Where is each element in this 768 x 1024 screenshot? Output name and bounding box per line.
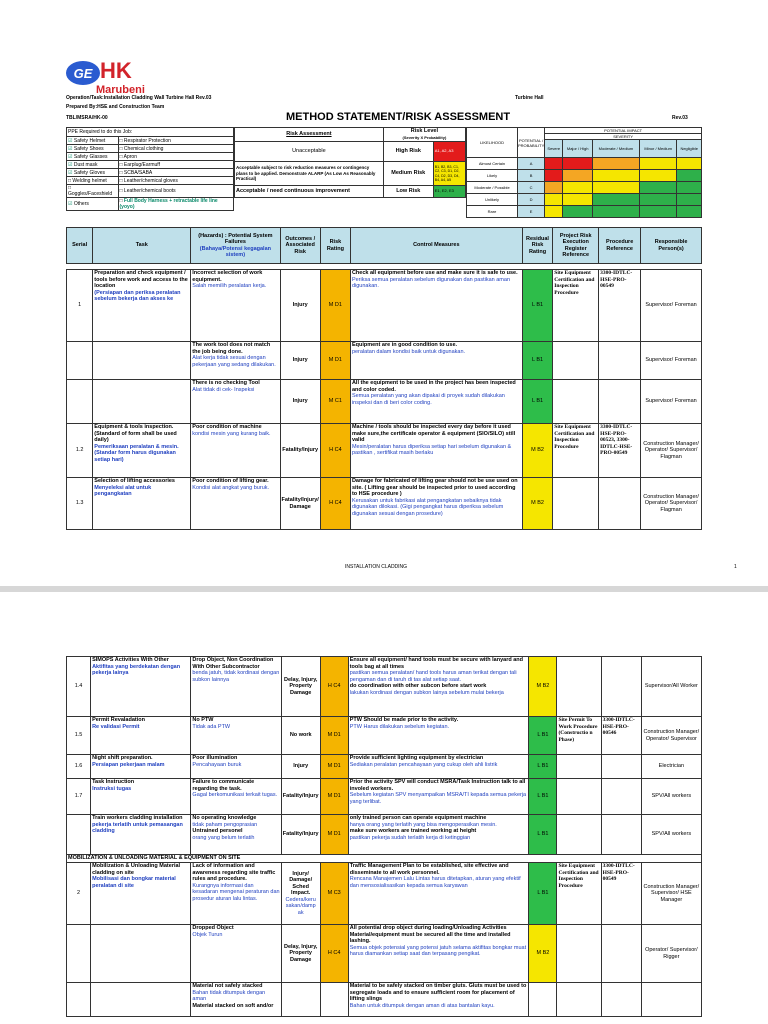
ppe-item: □ Full Body Harness + retractable life line (yoyo) [118, 198, 234, 211]
cell-responsible: Supervisor/All Worker [641, 657, 701, 717]
cell-hazard: No PTW Tidak ada PTW [191, 717, 281, 755]
cell-project-risk-ref [553, 380, 599, 424]
cell-risk-rating [320, 983, 348, 1017]
cell-responsible: Operator/ Supervisor/ Rigger [641, 925, 701, 983]
cell-responsible: Supervisor/ Foreman [641, 270, 702, 342]
risk-row-high-desc: Unacceptable [235, 142, 384, 162]
matrix-cell [563, 206, 593, 218]
cell-serial: 1.4 [67, 657, 91, 717]
cell-procedure-ref [601, 815, 641, 855]
cell-procedure-ref: 3300-IDTLC-HSE-PRO-00523, 3300-IDTLC-HSE-PRO-00549 [599, 424, 641, 478]
matrix-cell [545, 158, 563, 170]
cell-residual [529, 983, 557, 1017]
cell-outcome: Fatality/Injury [281, 779, 320, 815]
matrix-cell [545, 170, 563, 182]
table-row [67, 983, 702, 1017]
checkbox-icon[interactable]: ☑ [68, 153, 74, 160]
checkbox-icon[interactable]: □ [119, 188, 124, 194]
cell-residual: L B1 [529, 717, 557, 755]
cell-serial [67, 925, 91, 983]
cell-residual: M B2 [529, 925, 557, 983]
matrix-cell [545, 206, 563, 218]
col-task: Task [93, 228, 191, 264]
cell-serial [67, 342, 93, 380]
risk-assessment-heading: Risk Assessment [235, 128, 384, 142]
matrix-cell [639, 194, 677, 206]
matrix-cell [677, 170, 702, 182]
cell-hazard: Poor condition of lifting gear. Kondisi alat angkat yang buruk. [191, 478, 280, 530]
ppe-item: □ SCBA/SABA [118, 169, 234, 177]
cell-responsible: Supervisor/ Foreman [641, 380, 702, 424]
cell-task: Train workers cladding installation pekerja terlatih untuk pemasangan cladding [91, 815, 191, 855]
cell-risk-rating: H C4 [320, 657, 348, 717]
col-control: Control Measures [350, 228, 522, 264]
cell-project-risk-ref: Site Equipment Certification and Inspection Procedure [553, 270, 599, 342]
matrix-likelihood-row: Unlikely [467, 194, 518, 206]
cell-serial: 1 [67, 270, 93, 342]
cell-responsible: Construction Manager/ Operator/ Supervisor [641, 717, 701, 755]
table-row [67, 815, 702, 855]
revision-label: Rev.03 [672, 115, 688, 121]
cell-responsible: SPV/All workers [641, 779, 701, 815]
cell-control-measures: only trained person can operate equipment machine hanya orang yang terlatih yang bisa mengoperasikan mesin. make sure workers are trained working at height pastikan pekerja sudah terlatih kerja di ketinggian [348, 815, 529, 855]
page-title: METHOD STATEMENT/RISK ASSESSMENT [286, 111, 511, 123]
cell-task: Task Instruction Instruksi tugas [91, 779, 191, 815]
matrix-cell [639, 170, 677, 182]
ppe-item: ☑ Safety Shoes [67, 145, 119, 153]
operation-task-line: Operation/Task:Installation Cladding Wall Turbine Hall Rev.03 [66, 95, 212, 101]
cell-procedure-ref [601, 755, 641, 779]
cell-project-risk-ref: Site Equipment Certification and Inspection Procedure [553, 424, 599, 478]
cell-risk-rating: M C1 [320, 380, 350, 424]
col-hazards: (Hazards) : Potential System Failures (Bahaya/Potensi kegagalan sistem) [191, 228, 280, 264]
cell-serial: 1.7 [67, 779, 91, 815]
cell-project-risk-ref [553, 342, 599, 380]
cell-risk-rating: H C4 [320, 424, 350, 478]
risk-row-high-codes: A1, A2, A3 [433, 142, 465, 162]
matrix-severity-label: SEVERITY [545, 134, 702, 140]
col-procedure-ref: Procedure Reference [599, 228, 641, 264]
cell-control-measures: Material to be safely stacked on timber gluts. Gluts must be used to segregate loads and to ensure sufficient room for placement of lifting slings Bahan untuk ditumpuk dengan aman di atas bantalan kayu. [348, 983, 529, 1017]
cell-task [91, 925, 191, 983]
matrix-cell [677, 158, 702, 170]
matrix-cell [563, 194, 593, 206]
table-row [67, 863, 702, 925]
cell-control-measures: Traffic Management Plan to be established, site effective and disseminate to all work personnel. Rencana Manajemen Lalu Lintas harus ditetapkan, aturan yang efektif dan mensosialisasikan kepada semua karyawan [348, 863, 529, 925]
cell-risk-rating: M D1 [320, 342, 350, 380]
matrix-title: POTENTIAL IMPACT [545, 128, 702, 134]
cell-project-risk-ref: Site Equipment Certification and Inspection Procedure [557, 863, 601, 925]
matrix-cell [545, 182, 563, 194]
footer-page-number: 1 [734, 564, 737, 570]
matrix-likelihood-row: Moderate / Possible [467, 182, 518, 194]
matrix-severity-col: Minor / Medium [639, 140, 677, 158]
cell-task: Equipment & tools inspection.(Standard of form shall be used daily) Pemeriksaan peralatan & mesin. (Standar form harus digunakan setiap hari) [93, 424, 191, 478]
matrix-cell [639, 206, 677, 218]
ppe-item: □ Apron [118, 153, 234, 161]
col-project-risk: Project Risk Execution Register Reference [553, 228, 599, 264]
cell-procedure-ref: 3300-IDTLC-HSE-PRO-00549 [599, 270, 641, 342]
turbine-hall-label: Turbine Hall [515, 95, 544, 101]
cell-project-risk-ref [557, 815, 601, 855]
col-residual: Residual Risk Rating [522, 228, 553, 264]
matrix-cell [593, 158, 640, 170]
cell-control-measures: Ensure all equipment/ hand tools must be secure with lanyard and tools bag at all times pastikan semua peralatan/ hand tools harus aman terikat dengan tali pengaman dan di taruh di tas alat setiap saat. do coordination with other subcon before start work lakukan kordinasi dengan subkon lainya sebelum mulai bekerja [348, 657, 529, 717]
matrix-row-code: A [518, 158, 545, 170]
matrix-cell [563, 182, 593, 194]
doc-number: TBL/MSRA/HK-00 [66, 115, 108, 121]
col-serial: Serial [67, 228, 93, 264]
cell-outcome: Fatality/Injury [281, 815, 320, 855]
checkbox-icon[interactable]: ☑ [68, 161, 74, 168]
cell-procedure-ref [601, 925, 641, 983]
risk-matrix [466, 127, 702, 218]
cell-outcome: Injury [280, 380, 320, 424]
ppe-item: □ Leather/chemical boots [118, 185, 234, 198]
matrix-severity-col: Severe [545, 140, 563, 158]
table-row [67, 779, 702, 815]
cell-responsible: Electrician [641, 755, 701, 779]
matrix-likelihood-row: Rare [467, 206, 518, 218]
cell-task [93, 380, 191, 424]
col-rating: Risk Rating [320, 228, 350, 264]
cell-risk-rating: H C4 [320, 925, 348, 983]
matrix-row-code: E [518, 206, 545, 218]
risk-row-high-level: High Risk [383, 142, 433, 162]
matrix-cell [593, 194, 640, 206]
cell-hazard: No operating knowledge tidak paham pengoprasian Untrained personel orang yang belum terlatih [191, 815, 281, 855]
cell-procedure-ref [599, 342, 641, 380]
cell-serial [67, 815, 91, 855]
matrix-likelihood-row: Almost Certain [467, 158, 518, 170]
cell-task [93, 342, 191, 380]
ppe-item: ☑ Others [67, 198, 119, 211]
ppe-item: ☑ Safety Helmet [67, 137, 119, 145]
matrix-cell [593, 206, 640, 218]
hk-logo: HK [100, 58, 132, 83]
cell-risk-rating: M D1 [320, 270, 350, 342]
matrix-row-code: D [518, 194, 545, 206]
cell-responsible: Supervisor/ Foreman [641, 342, 702, 380]
cell-outcome: No work [281, 717, 320, 755]
ppe-item: ☑ Safety Glasses [67, 153, 119, 161]
matrix-cell [563, 158, 593, 170]
cell-control-measures: Damage for fabricated of lifting gear should not be use used on site. ( Lifting gear should be inspected prior to used according to HSE procedure ) Kerusakan untuk fabrikasi alat pengangkatan sebaiknya tidak digunakan dilokasi. (Gigi pengangkat harus diperiksa sebelum digunakan sesuai dengan prosedure) [350, 478, 522, 530]
cell-risk-rating: H C4 [320, 478, 350, 530]
table-row [67, 717, 702, 755]
cell-responsible [641, 983, 701, 1017]
checkbox-icon[interactable]: □ [119, 145, 124, 152]
matrix-cell [563, 170, 593, 182]
checkbox-icon[interactable]: ☑ [68, 137, 74, 144]
checkbox-icon[interactable]: □ [68, 177, 73, 184]
matrix-severity-col: Major / High [563, 140, 593, 158]
cell-control-measures: All the equipment to be used in the project has been inspected and color coded. Semua peralatan yang akan dipakai di proyek sudah dilakukan inspeksi dan di beri color coding. [350, 380, 522, 424]
cell-hazard: Failure to communicate regarding the task. Gagal berkomunikasi terkait tugas. [191, 779, 281, 815]
cell-project-risk-ref [557, 983, 601, 1017]
cell-residual: L B1 [529, 755, 557, 779]
checkbox-icon[interactable]: □ [119, 137, 124, 144]
checkbox-icon[interactable]: □ [119, 169, 124, 176]
cell-project-risk-ref [557, 779, 601, 815]
cell-outcome: Injury/ Damage/ Sched Impact. Cedera/keru sakan/damp ak [281, 863, 320, 925]
checkbox-icon[interactable]: □ [119, 177, 124, 184]
risk-row-low-level: Low Risk [383, 186, 433, 198]
cell-task: Mobilization & Unloading Material cladding on site Mobilisasi dan bongkar material peralatan di site [91, 863, 191, 925]
matrix-probability-label: POTENTIAL / PROBABILITY [518, 128, 545, 158]
cell-task: SIMOPS Activities With Other Aktifitas yang berdekatan dengan pekerja lainya [91, 657, 191, 717]
marubeni-logo: Marubeni [96, 84, 145, 96]
cell-outcome: Injury [280, 270, 320, 342]
cell-procedure-ref [599, 478, 641, 530]
cell-hazard: Dropped Object Objek Turun [191, 925, 281, 983]
cell-residual: L B1 [529, 815, 557, 855]
risk-row-low-desc: Acceptable / need continuous improvement [235, 186, 384, 198]
cell-hazard: Incorrect selection of work equipment. Salah memilih peralatan kerja. [191, 270, 280, 342]
cell-serial [67, 983, 91, 1017]
ppe-item: □ Goggles/Faceshield [67, 185, 119, 198]
cell-residual: L B1 [522, 380, 553, 424]
footer-center: INSTALLATION CLADDING [345, 564, 408, 570]
risk-row-medium-desc: Acceptable subject to risk reduction measures or contingency plans to be applied. Demonstrate ALARP (As Low As Reasonably Practical) [235, 162, 384, 186]
cell-outcome: Delay, Injury, Property Damage [281, 925, 320, 983]
ppe-table [66, 127, 234, 211]
cell-control-measures: Check all equipment before use and make sure it is safe to use. Periksa semua peralatan sebelum digunakan dan pastikan aman digunakan. [350, 270, 522, 342]
risk-level-heading: Risk Level (Severity X Probability) [383, 128, 465, 142]
cell-outcome: Fatality/Injury/ Damage [280, 478, 320, 530]
col-responsible: Responsible Person(s) [641, 228, 702, 264]
cell-hazard: There is no checking Tool Alat tidak di cek- Inspeksi [191, 380, 280, 424]
ppe-item: ☑ Dust mask [67, 161, 119, 169]
cell-control-measures: All potential drop object during loading/Unloading Activities Material/equipment must be secured all the time and installed lashing. Semua objek potensial yang potensi jatuh selama aktifitas bongkar muat harus diamankan setiap saat dan terpasang pengikat. [348, 925, 529, 983]
checkbox-icon[interactable]: ☑ [68, 201, 74, 207]
cell-serial: 1.5 [67, 717, 91, 755]
matrix-cell [677, 206, 702, 218]
cell-procedure-ref: 3300-IDTLC-HSE-PRO-00549 [601, 863, 641, 925]
cell-outcome: Delay, Injury, Property Damage [281, 657, 320, 717]
cell-control-measures: PTW Should be made prior to the activity. PTW Harus dilakukan sebelum kegiatan. [348, 717, 529, 755]
ppe-item: □ Chemical clothing [118, 145, 234, 153]
cell-residual: L B1 [522, 270, 553, 342]
table-row [67, 380, 702, 424]
checkbox-icon[interactable]: ☑ [68, 169, 74, 176]
cell-responsible: Construction Manager/ Operator/ Supervisor/ Flagman [641, 478, 702, 530]
risk-row-medium-codes: B1, B2, B3, C1, C2, C3, D1, D2, C4, D2, D3, D4, B4, A4, A5 [433, 162, 465, 186]
cell-responsible: SPV/All workers [641, 815, 701, 855]
ppe-item: ☑ Safety Gloves [67, 169, 119, 177]
cell-hazard: Material not safely stacked Bahan tidak ditumpuk dengan aman Material stacked on soft and/or [191, 983, 281, 1017]
table-row [67, 270, 702, 342]
cell-serial [67, 380, 93, 424]
col-outcomes: Outcomes / Associated Risk [280, 228, 320, 264]
cell-procedure-ref [601, 657, 641, 717]
risk-row-medium-level: Medium Risk [383, 162, 433, 186]
matrix-cell [593, 170, 640, 182]
cell-hazard: Drop Object, Non Coordination With Other Subcontractor benda jatuh, tidak kordinasi dengan subkon lainnya [191, 657, 281, 717]
cell-project-risk-ref [553, 478, 599, 530]
matrix-row-code: C [518, 182, 545, 194]
section-mobilization: MOBILIZATION & UNLOADING MATERIAL & EQUIPMENT ON SITE [67, 855, 702, 863]
cell-residual: M B2 [522, 424, 553, 478]
cell-procedure-ref [601, 983, 641, 1017]
ge-logo: GE [66, 61, 100, 85]
cell-serial: 1.3 [67, 478, 93, 530]
risk-table-page2 [66, 656, 702, 1017]
cell-project-risk-ref [557, 755, 601, 779]
matrix-cell [545, 194, 563, 206]
cell-risk-rating: M D1 [320, 755, 348, 779]
cell-residual: L B1 [522, 342, 553, 380]
risk-row-low-codes: E1, E2, E3 [433, 186, 465, 198]
cell-outcome: Injury [281, 755, 320, 779]
matrix-likelihood-row: Likely [467, 170, 518, 182]
cell-outcome [281, 983, 320, 1017]
checkbox-icon[interactable]: □ [119, 153, 124, 160]
risk-table-page1 [66, 227, 702, 530]
ppe-item: □ Welding helmet [67, 177, 119, 185]
cell-control-measures: Provide sufficient lighting equipment by electrician Sediakan peralatan pencahayaan yang cukup oleh ahli listrik [348, 755, 529, 779]
cell-risk-rating: M D1 [320, 779, 348, 815]
cell-outcome: Injury [280, 342, 320, 380]
cell-task: Night shift preparation. Persiapan pekerjaan malam [91, 755, 191, 779]
cell-hazard: The work tool does not match the job being done. Alat kerja tidak sesuai dengan pekerjaan yang sedang dilakukan. [191, 342, 280, 380]
cell-task: Permit Revaladation Re validasi Permit [91, 717, 191, 755]
table-row [67, 424, 702, 478]
matrix-likelihood-label: LIKELIHOOD [467, 128, 518, 158]
cell-hazard: Lack of information and awareness regarding site traffic rules and procedure. Kurangnya informasi dan kesadaran mengenai peraturan dan prosedur aturan lalu lintas. [191, 863, 281, 925]
table-row [67, 925, 702, 983]
cell-project-risk-ref: Site Permit To Work Procedure (Constructio n Phase) [557, 717, 601, 755]
cell-hazard: Poor illumination Pencahayaan buruk [191, 755, 281, 779]
cell-serial: 2 [67, 863, 91, 925]
checkbox-icon[interactable]: □ [68, 185, 72, 191]
table-row [67, 755, 702, 779]
cell-residual: L B1 [529, 863, 557, 925]
matrix-cell [677, 194, 702, 206]
cell-responsible: Construction Manager/ Operator/ Supervisor/ Flagman [641, 424, 702, 478]
checkbox-icon[interactable]: ☑ [68, 145, 74, 152]
risk-assessment-table [234, 127, 466, 198]
cell-responsible: Construction Manager/ Supervisor/ HSE Manager [641, 863, 701, 925]
checkbox-icon[interactable]: □ [119, 161, 124, 168]
table-row [67, 478, 702, 530]
ppe-item: □ Earplug/Earmuff [118, 161, 234, 169]
cell-task: Preparation and check equipment / tools before work and access to the location (Persiapan dan periksa peralatan sebelum bekerja dan akses ke [93, 270, 191, 342]
cell-risk-rating: M D1 [320, 815, 348, 855]
checkbox-icon[interactable]: □ [119, 198, 124, 204]
cell-control-measures: Prior the activity SPV will conduct MSRA/Task Instruction talk to all involed workers. Sebelum kegiatan SPV menyampaikan MSRA/TI kepada semua pekerja yang terlibat. [348, 779, 529, 815]
matrix-cell [639, 182, 677, 194]
table-row [67, 657, 702, 717]
matrix-row-code: B [518, 170, 545, 182]
cell-procedure-ref [599, 380, 641, 424]
cell-outcome: Fatality/Injury [280, 424, 320, 478]
cell-project-risk-ref [557, 925, 601, 983]
ppe-heading: PPE Required to do this Job: [67, 128, 234, 137]
matrix-cell [639, 158, 677, 170]
cell-task [91, 983, 191, 1017]
cell-risk-rating: M C3 [320, 863, 348, 925]
cell-control-measures: Machine / tools should be inspected every day before it used make sure,the certificate operator & equipment (SIO/SILO) still valid Mesin/peralatan harus diperiksa setiap hari sebelum digunakan & pastikan , sertifikat masih berlaku [350, 424, 522, 478]
page-2 [0, 592, 768, 1024]
matrix-severity-col: Negligible [677, 140, 702, 158]
cell-serial: 1.2 [67, 424, 93, 478]
prepared-by-line: Prepared By:HSE and Construction Team [66, 104, 165, 110]
cell-serial: 1.6 [67, 755, 91, 779]
cell-risk-rating: M D1 [320, 717, 348, 755]
cell-residual: L B1 [529, 779, 557, 815]
cell-control-measures: Equipment are in good condition to use. peralatan dalam kondisi baik untuk digunakan. [350, 342, 522, 380]
cell-residual: M B2 [529, 657, 557, 717]
matrix-cell [593, 182, 640, 194]
cell-procedure-ref: 3300-IDTLC-HSE-PRO-00546 [601, 717, 641, 755]
matrix-cell [677, 182, 702, 194]
cell-task: Selection of lifting accessories Menyeleksi alat untuk pengangkatan [93, 478, 191, 530]
matrix-severity-col: Moderate / Medium [593, 140, 640, 158]
cell-hazard: Poor condition of machine kondisi mesin yang kurang baik. [191, 424, 280, 478]
ppe-item: □ Respirator Protection [118, 137, 234, 145]
cell-project-risk-ref [557, 657, 601, 717]
ppe-item: □ Leather/chemical gloves [118, 177, 234, 185]
cell-residual: M B2 [522, 478, 553, 530]
cell-procedure-ref [601, 779, 641, 815]
table-row [67, 342, 702, 380]
